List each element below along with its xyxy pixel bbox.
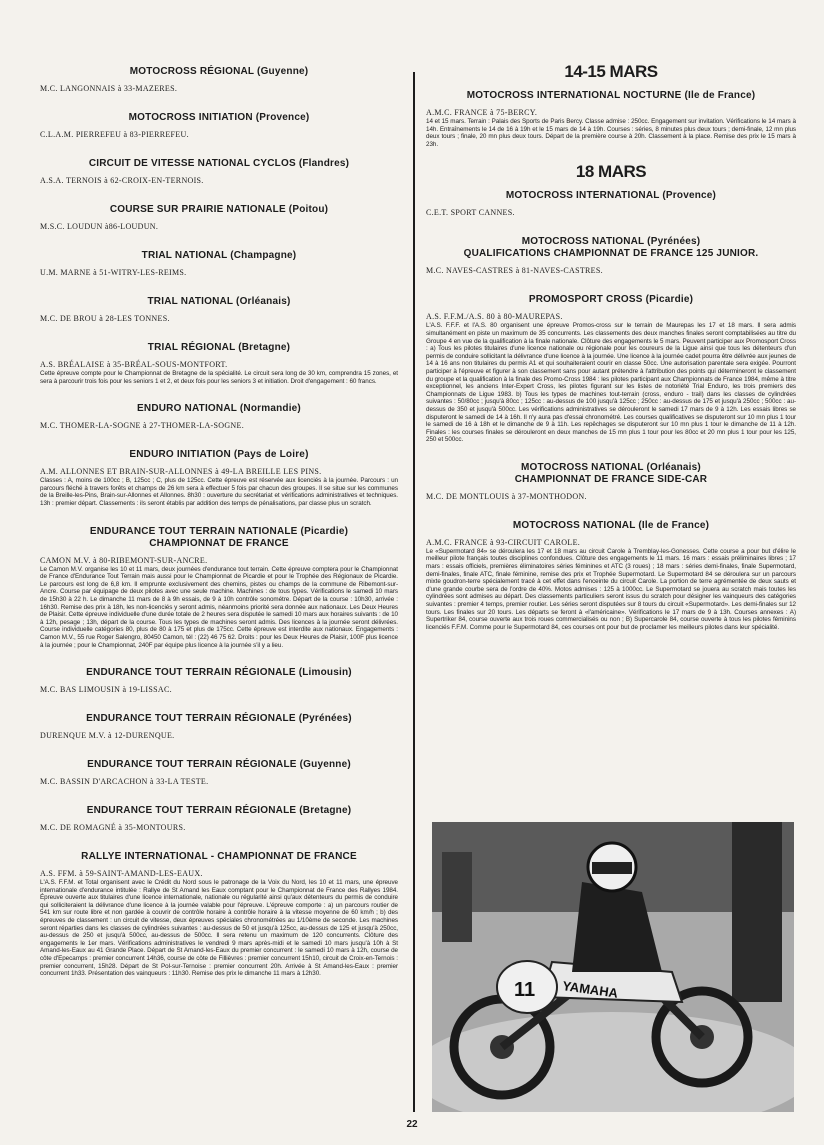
event-organizer: M.C. DE ROMAGNÉ à 35-MONTOURS. (40, 823, 186, 833)
event-entry (40, 158, 398, 186)
bike-number-plate: 11 (514, 979, 536, 1001)
event-name: ENDURO NATIONAL (137, 403, 237, 415)
event-name: MOTOCROSS INITIATION (128, 112, 253, 123)
event-entry (40, 851, 398, 978)
event-name: CIRCUIT DE VITESSE NATIONAL CYCLOS (88, 158, 296, 169)
event-organizer: A.M.C. FRANCE à 75-BERCY. (426, 108, 538, 117)
event-region: (Champagne) (230, 250, 297, 261)
page-number: 22 (406, 1119, 418, 1130)
event-organizer: M.C. NAVES-CASTRES à 81-NAVES-CASTRES. (426, 266, 603, 276)
event-region: (Pyrénées) (647, 236, 701, 248)
event-entry (426, 190, 796, 218)
event-entry (426, 294, 796, 444)
event-organizer: A.S. BRÉALAISE à 35-BRÉAL-SOUS-MONTFORT. (40, 360, 228, 369)
event-region: (Orléanais) (236, 296, 291, 307)
event-organizer: A.M.C. FRANCE à 93-CIRCUIT CAROLE. (426, 537, 581, 547)
event-region: (Pyrénées) (298, 713, 352, 725)
event-name: ENDURANCE TOUT TERRAIN RÉGIONALE (86, 713, 296, 725)
event-description: L'A.S. F.F.M. et Total organisent avec le Crédit du Nord sous le patronage de la Voix du Nord, les 10 et 11 mars, une épreuve internationale d'endurance intitulée : Rallye de St Amand les Eaux comptant pour le Championnat de France des Rallyes 1984. Épreuve ouverte aux titulaires d'une licence internationale, nationale ou régularité ainsi qu'aux détenteurs du permis de conduire qui solliciteraient la délivrance d'une licence à la journée valable pour l'épreuve. L'épreuve comporte : a) un parcours routier de 541 km sur route libre et non gardée à couvrir de contrôle horaire à contrôle horaire à la vitesse moyenne de 60 km/h ; b) des épreuves de classement : un circuit de vitesse, deux épreuves spéciales chronométrées au 1/10ème de seconde. Les machines seront réparties dans les classes de cylindrées suivantes : au-dessus de 50 et jusqu'à 125cc, au-dessus de 125 et jusqu'à 250cc, au-dessus de 250 et jusqu'à 500cc, au-dessus de 500cc. Il sera retenu un maximum de 120 concurrents. Clôture des engagements le 1er mars. Vérifications administratives le vendredi 9 mars après-midi et le samedi 10 mars jusqu'à 10h à St Amand-les-Eaux au 41 Grande Place. Départ de St Amand-les-Eaux du premier concurrent : le samedi 10 mars à 12h, course de côte d'Epecamps : premier concurrent 14h36, course de côte de Fillièvres : premier concurrent 15h10, circuit de Croix-en-Ternois : premier concurrent, 15h28. Départ de St Pol-sur-Ternoise : premier concurrent 20h. Arrivée à St Amand-les-Eaux : premier concurrent 1h33. Présentation des vainqueurs : 11h30. Remise des prix le dimanche 11 mars à 12h30. (40, 879, 398, 978)
event-name: ENDURANCE TOUT TERRAIN RÉGIONALE (86, 667, 296, 679)
event-organizer: A.S.A. TERNOIS à 62-CROIX-EN-TERNOIS. (40, 176, 204, 185)
date-heading-18-mars: 18 MARS (575, 162, 647, 182)
event-region: (Ile de France) (638, 519, 710, 531)
event-region: (Bretagne) (238, 342, 291, 353)
event-title (426, 90, 796, 102)
event-region: (Picardie) (300, 525, 349, 537)
event-organizer: CAMON M.V. à 80-RIBEMONT-SUR-ANCRE. (40, 555, 208, 565)
event-title (426, 294, 796, 306)
event-description: 14 et 15 mars. Terrain : Palais des Sports de Paris Bercy. Classe admise : 250cc. Engagement sur invitation. Vérifications le 14 mars à 14h. Entraînements le 14 de 16 à 19h et le 15 mars de 14 à 19h. Courses : séries, 8 minutes plus deux tours ; demi-finale, 12 mn plus deux tours ; finale, 20 mn plus deux tours. Départ de la première course à 20h. Classement à la place. Remise des prix le 15 mars à 23h. (426, 118, 796, 148)
motocross-rider-illustration (432, 822, 794, 1112)
event-entry (426, 90, 796, 148)
event-entry (40, 805, 398, 833)
event-description: Le «Supermotard 84» se déroulera les 17 et 18 mars au circuit Carole à Tremblay-les-Gonesses. Cette course a pour but d'élire le meilleur pilote français toutes disciplines confondues. Clôture des engagements le 11 mars. 16 mars : essais préliminaires libres ; 17 mars : essais officiels, premières éliminatoires séries féminines et ATC (3 roues) ; 18 mars : séries demi-finales, finale Supermotard, demi-finales, finale ATC, finale féminine, remise des prix et Trophée Supermotard. Le Supermotard 84 se déroulera sur un parcours mixte goudron-terre spécialement tracé à cet effet dans l'enceinte du circuit Carole. La portion de terre agrémentée de deux sauts et d'une grande courbe sera de l'ordre de 40%. Motos admises : 125 à 1000cc. Le Supermotard se jouera au scratch mais toutes les cylindrées sont admises au départ. Des classements particuliers seront issus du scratch pour désigner les vainqueurs des catégories suivantes : premier 4 temps, premier routier. Les séries seront disputées sur 8 tours du circuit «Supermotard». Les demi-finales sur 12 tours. Les finales sur 20 tours. Les départs se feront à «l'américaine». Vérifications le 17 mars de 9 à 13h. Courses annexes : A) Supertriker 84, course ouverte aux trois roues commercialisés ou non ; B) Supercarole 84, course ouverte à tous les pilotes féminins licenciés F.F.M. Comme pour le Supermotard 84, ces courses ont pour but de proclamer les meilleurs pilotes dans leur spécialité. (426, 547, 796, 631)
date-heading-14-15-mars: 14-15 MARS (564, 62, 658, 81)
event-title (40, 342, 398, 354)
event-organizer: M.C. BAS LIMOUSIN à 19-LISSAC. (40, 685, 172, 695)
event-name: MOTOCROSS NATIONAL (521, 461, 644, 473)
event-name: MOTOCROSS NATIONAL (512, 519, 636, 531)
event-region: (Guyenne) (257, 66, 309, 77)
event-name: MOTOCROSS RÉGIONAL (129, 66, 255, 77)
event-organizer: DURENQUE M.V. à 12-DURENQUE. (40, 731, 175, 741)
event-region: (Ile de France) (684, 90, 756, 101)
event-name: RALLYE INTERNATIONAL - CHAMPIONNAT DE FRANCE (81, 851, 357, 863)
event-entry (40, 204, 398, 232)
event-entry (426, 236, 796, 276)
event-entry (426, 520, 796, 632)
event-organizer: A.S. F.F.M./A.S. 80 à 80-MAUREPAS. (426, 312, 563, 322)
event-title (40, 759, 398, 771)
event-name: ENDURO INITIATION (129, 449, 231, 461)
event-entry (40, 250, 398, 278)
column-divider (413, 72, 415, 1112)
event-title (40, 66, 398, 78)
event-title (40, 250, 398, 262)
event-description: Classes : A, moins de 100cc ; B, 125cc ; C, plus de 125cc. Cette épreuve est réservée aux licenciés à la journée. Parcours : un parcours fléché à travers forêts et champs de 26 km sera à effectuer 5 fois par chacun des groupes. Il se situe sur les communes de la Breille-les-Pins, Brain-sur-Allonnes et Allonnes. 8h30 : ouverture du secrétariat et vérifications administratives et techniques. 13h : premier départ. Classements : ils seront établis par addition des temps de pénalisations, par classe plus un scratch. (40, 477, 398, 507)
event-region: (Pays de Loire) (233, 449, 309, 461)
event-region: (Limousin) (298, 667, 352, 679)
event-title (40, 713, 398, 725)
event-name: MOTOCROSS INTERNATIONAL NOCTURNE (466, 90, 682, 101)
event-organizer: C.E.T. SPORT CANNES. (426, 208, 515, 218)
event-entry (40, 759, 398, 787)
event-region: (Normandie) (239, 403, 301, 415)
event-region: (Provence) (255, 112, 310, 123)
event-title (426, 190, 796, 202)
event-title (426, 236, 796, 248)
event-entry (40, 296, 398, 324)
event-description: Le Camon M.V. organise les 10 et 11 mars, deux journées d'endurance tout terrain. Cette épreuve comptera pour le Championnat de France d'Endurance Tout Terrain mais aussi pour le Championnat de Picardie et pour le Trophée des Régionaux de Picardie. Le parcours est long de 6,8 km. Il emprunte exclusivement des chemins, pistes ou champs de la commune de Ribemont-sur-Ancre. Course par équipage de deux pilotes avec une seule machine. Machines : de tous types. Vérifications le samedi 10 mars de 15h30 à 22 h. Le dimanche 11 mars de 8 à 9h essais, de 9 à 10h contrôle sonométre. Départ de la course : 10h30, arrivée : 16h30. Remise des prix à 18h, les non-licenciés y seront admis, néanmoins priorité sera donnée aux nationaux. Les Deux Heures de Plaisir. Cette épreuve individuelle d'une durée totale de 2 heures sera disputée le samedi 10 mars aux horaires suivants : de 10 à 12h, pesage ; 13h, départ de la course. Tous les types de machines seront admis. Des licences à la journée seront délivrées. Course individuelle catégories 80, plus de 80 à 175 et plus de 175cc. Cette épreuve est interdite aux nationaux. Engagements : Camon M.V., 55 rue Roger Salengro, 80450 Camon, tél : (22) 46 75 62. Droits : pour les Deux Heures de Plaisir, 100F plus licence à la journée ; pour le Championnat, 240F par équipe plus licence à la journée s'il y a lieu. (40, 565, 398, 649)
event-organizer: A.S. FFM. à 59-SAINT-AMAND-LES-EAUX. (40, 869, 203, 879)
event-entry (40, 66, 398, 94)
event-description: L'A.S. F.F.F. et l'A.S. 80 organisent une épreuve Promos-cross sur le terrain de Maurepas les 17 et 18 mars. Il sera admis simultanément en piste un maximum de 35 concurrents. Les classements des deux manches finales seront comptabilisées au titre du Groupe 4 en vue de la qualification à la finale nationale. Clôture des engagements le 5 mars. Peuvent participer aux Promosport Cross : a) Tous les pilotes titulaires d'une licence nationale ou régionale pour les coureurs de la Ligue ainsi que tous les détenteurs d'un permis de conduire sollicitant la délivrance d'une licence à la journée. Une licence à la journée cadet pourra être délivrée aux jeunes de 14 à 16 ans non titulaires du permis A1 et qui souhaiteraient courir en classe 50cc. Une autorisation parentale sera exigée. Pourront participer à l'épreuve et figurer à son classement sans pour autant prétendre à l'attribution des points qui détermineront le classement du groupe et la qualification à la finale des Promo-Cross 1984 : les pilotes participant aux Championnats de France 1984, même à titre exceptionnel, les anciens Inter-Expert Cross, les pilotes figurant sur les listes de notoriété Trial Enduro, les trois premiers des Championnats de Ligue 1983. b) Tous les types de machines tout-terrain (cross, enduro - trail) dans les classes de cylindrées suivantes : 50/80cc ; jusqu'à 80cc ; 125cc : au-dessus de 100 jusqu'à 125cc ; 250cc : au-dessus de 175 et jusqu'à 250cc ; 500cc : au-dessus de 350 et jusqu'à 500cc. Les vérifications administratives se dérouleront le samedi 17 mars de 9 à 12h. Les essais libres se disputeront le samedi de 14 à 16h. Il n'y aura pas d'essai chronométré. Les courses qualificatives se disputeront sur 10 mn plus 1 tour le samedi de 16 à 18h et le dimanche de 9 à 11h. Les repêchages se disputeront sur 10 mn plus 1 tour le dimanche de 11 à 12h. Finales : les courses finales se dérouleront en deux manches de 15 mn plus 1 tour pour les 80cc et 20 mn plus 1 tour pour les 125, 250 et 500cc. (426, 322, 796, 444)
event-name: MOTOCROSS INTERNATIONAL (505, 190, 660, 202)
event-entry (40, 403, 398, 431)
event-region: (Picardie) (645, 294, 694, 306)
event-organizer: M.C. BASSIN D'ARCACHON à 33-LA TESTE. (40, 777, 209, 787)
event-organizer: M.C. DE BROU à 28-LES TONNES. (40, 314, 170, 323)
event-title (40, 204, 398, 216)
event-entry (40, 342, 398, 385)
event-organizer: M.C. THOMER-LA-SOGNE à 27-THOMER-LA-SOGNE. (40, 421, 244, 431)
event-region: (Provence) (662, 190, 717, 202)
event-organizer: M.C. DE MONTLOUIS à 37-MONTHODON. (426, 491, 587, 501)
motocross-photo (432, 822, 794, 1112)
event-name: PROMOSPORT CROSS (528, 294, 643, 306)
event-name: TRIAL NATIONAL (147, 296, 234, 307)
event-name: MOTOCROSS NATIONAL (521, 236, 645, 248)
event-organizer: C.L.A.M. PIERREFEU à 83-PIERREFEU. (40, 130, 189, 139)
event-title (40, 851, 398, 863)
event-title (40, 112, 398, 124)
event-title (40, 805, 398, 817)
event-entry (426, 462, 796, 502)
bike-brand-text: YAMAHA (561, 978, 619, 1001)
event-entry (40, 713, 398, 741)
event-title (40, 526, 398, 538)
event-name: ENDURANCE TOUT TERRAIN NATIONALE (89, 525, 298, 537)
event-organizer: U.M. MARNE à 51-WITRY-LES-REIMS. (40, 268, 187, 277)
event-region: (Poitou) (288, 204, 329, 215)
event-organizer: M.C. LANGONNAIS à 33-MAZERES. (40, 84, 178, 93)
event-title (40, 403, 398, 415)
event-entry (40, 112, 398, 140)
left-column (40, 60, 398, 978)
event-region: (Orléanais) (646, 461, 701, 473)
event-region: (Flandres) (298, 158, 350, 169)
event-region: (Bretagne) (299, 805, 352, 817)
event-title (40, 296, 398, 308)
event-subtitle: CHAMPIONNAT DE FRANCE SIDE-CAR (514, 473, 708, 485)
event-title (40, 449, 398, 461)
event-description: Cette épreuve compte pour le Championnat de Bretagne de la spécialité. Le circuit sera long de 30 km, comprendra 15 zones, et sera à parcourir trois fois pour les seniors 1 et 2, et deux fois pour les seniors 3 et initiation. Droit d'engagement : 60 francs. (40, 370, 398, 385)
event-name: ENDURANCE TOUT TERRAIN RÉGIONALE (86, 805, 297, 817)
event-subtitle: CHAMPIONNAT DE FRANCE (149, 537, 289, 549)
event-organizer: A.M. ALLONNES ET BRAIN-SUR-ALLONNES à 49-LA BREILLE LES PINS. (40, 467, 322, 477)
event-entry (40, 667, 398, 695)
event-region: (Guyenne) (299, 759, 351, 771)
event-organizer: M.S.C. LOUDUN à86-LOUDUN. (40, 222, 159, 231)
event-title (426, 462, 796, 474)
event-name: ENDURANCE TOUT TERRAIN RÉGIONALE (87, 759, 297, 771)
event-name: TRIAL NATIONAL (141, 250, 228, 261)
event-title (40, 667, 398, 679)
event-name: COURSE SUR PRAIRIE NATIONALE (109, 204, 286, 215)
event-title (426, 520, 796, 532)
event-subtitle: QUALIFICATIONS CHAMPIONNAT DE FRANCE 125 JUNIOR. (463, 248, 759, 260)
event-entry (40, 449, 398, 507)
event-title (40, 158, 398, 170)
event-name: TRIAL RÉGIONAL (147, 342, 236, 353)
event-entry (40, 526, 398, 650)
right-column (426, 60, 796, 631)
